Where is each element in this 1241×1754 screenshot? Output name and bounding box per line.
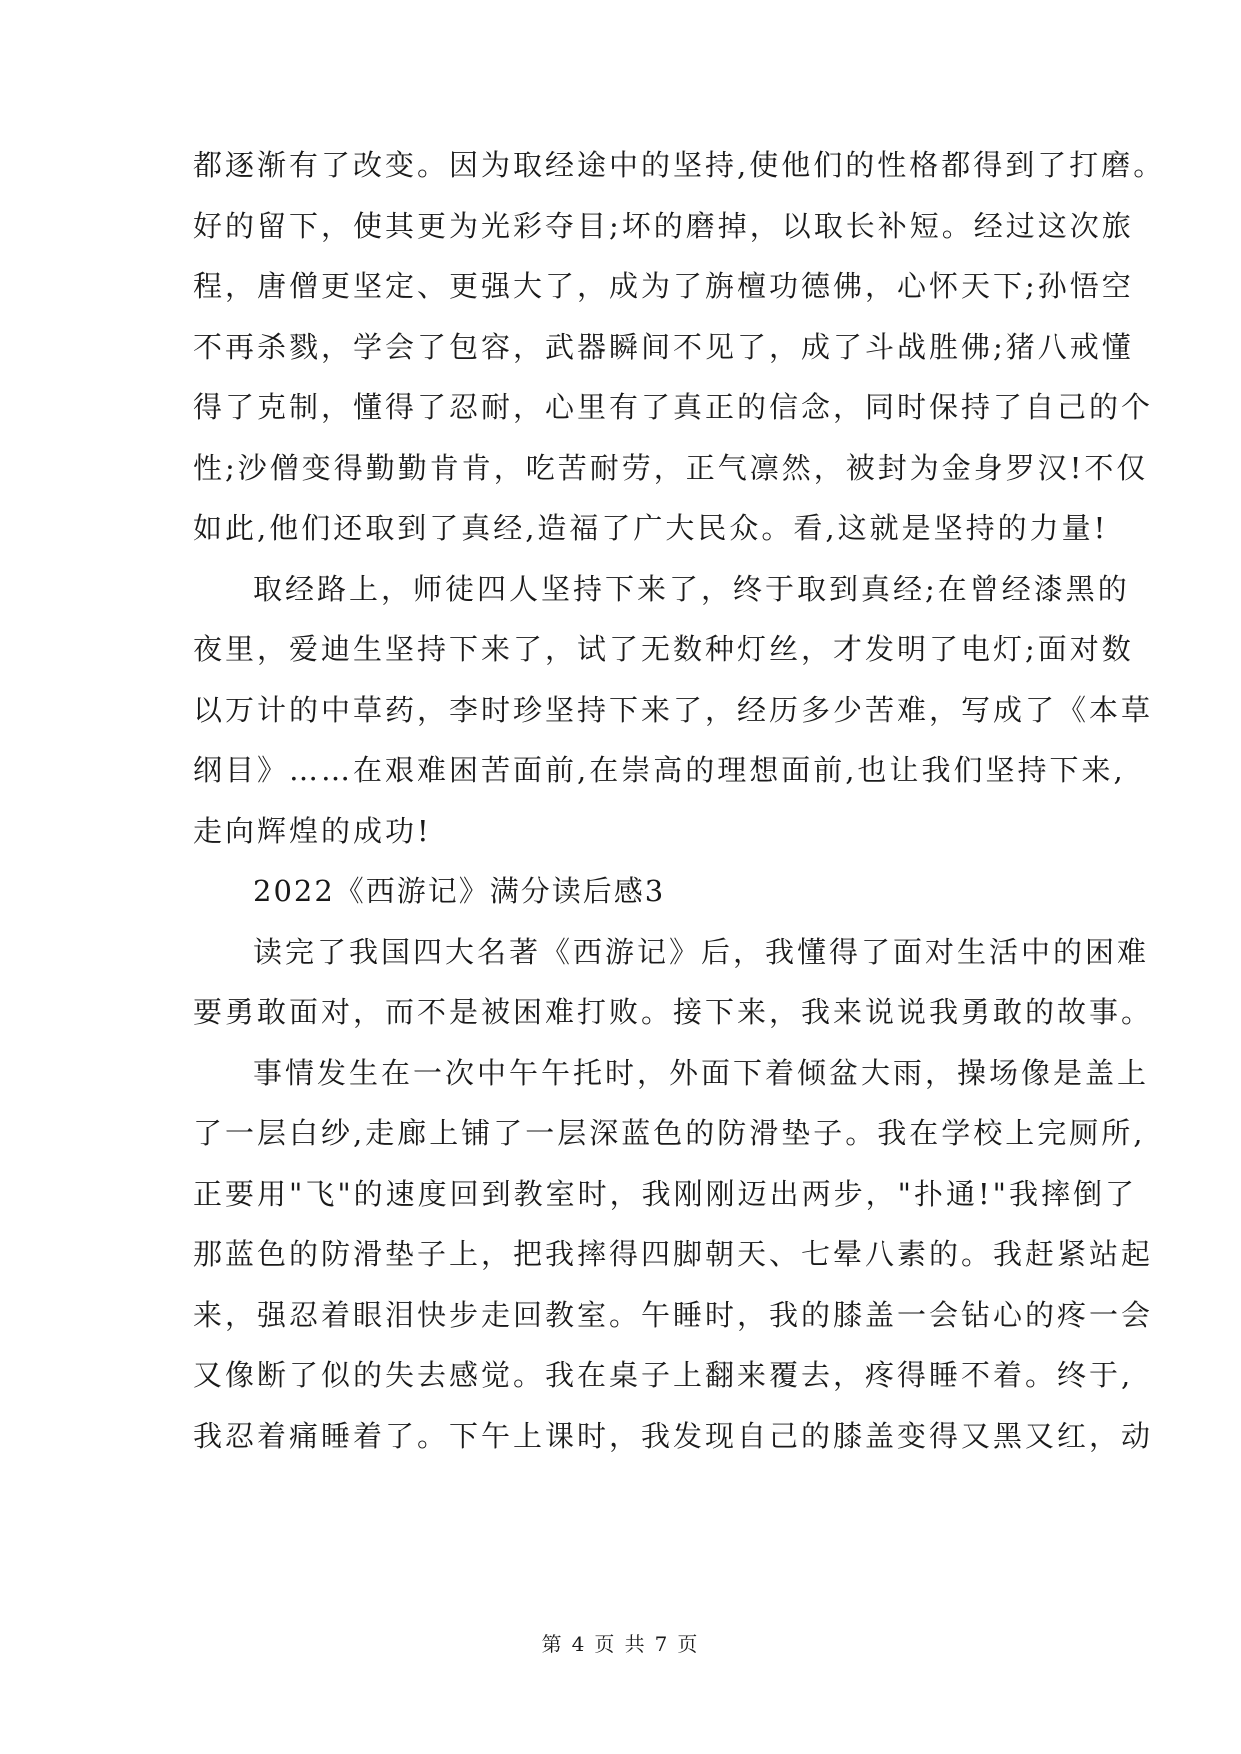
text-line: 来，强忍着眼泪快步走回教室。午睡时，我的膝盖一会钻心的疼一会 <box>193 1297 1154 1332</box>
document-body <box>193 135 1166 1466</box>
text-line: 好的留下，使其更为光彩夺目;坏的磨掉，以取长补短。经过这次旅 <box>193 208 1134 243</box>
paragraph <box>193 922 1154 1043</box>
text-line: 不再杀戮，学会了包容，武器瞬间不见了，成了斗战胜佛;猪八戒懂 <box>193 329 1134 364</box>
text-line: 我忍着痛睡着了。下午上课时，我发现自己的膝盖变得又黑又红，动 <box>193 1418 1154 1453</box>
text-line: 程，唐僧更坚定、更强大了，成为了旃檀功德佛，心怀天下;孙悟空 <box>193 269 1134 303</box>
text-line: 又像断了似的失去感觉。我在桌子上翻来覆去，疼得睡不着。终于, <box>193 1358 1134 1392</box>
section-heading: 2022《西游记》满分读后感3 <box>253 874 666 908</box>
text-line: 如此,他们还取到了真经,造福了广大民众。看,这就是坚持的力量! <box>193 511 1109 545</box>
footer-suffix: 页 <box>677 1632 700 1656</box>
text-line: 那蓝色的防滑垫子上，把我摔得四脚朝天、七晕八素的。我赶紧站起 <box>193 1237 1154 1271</box>
text-line: 读完了我国四大名著《西游记》后，我懂得了面对生活中的困难 <box>253 934 1150 969</box>
footer-prefix: 第 <box>541 1632 564 1656</box>
text-line: 都逐渐有了改变。因为取经途中的坚持,使他们的性格都得到了打磨。 <box>193 148 1166 182</box>
text-line: 夜里，爱迪生坚持下来了，试了无数种灯丝，才发明了电灯;面对数 <box>193 632 1134 666</box>
page-number-footer <box>0 1628 1241 1657</box>
paragraph <box>193 135 1166 559</box>
current-page-number: 4 <box>571 1632 587 1656</box>
footer-mid: 页 共 <box>594 1632 647 1656</box>
text-line: 正要用"飞"的速度回到教室时，我刚刚迈出两步，"扑通!"我摔倒了 <box>193 1176 1138 1211</box>
text-line: 得了克制，懂得了忍耐，心里有了真正的信念，同时保持了自己的个 <box>193 390 1154 424</box>
text-line: 性;沙僧变得勤勤肯肯，吃苦耐劳，正气凛然，被封为金身罗汉!不仅 <box>193 450 1149 485</box>
text-line: 了一层白纱,走廊上铺了一层深蓝色的防滑垫子。我在学校上完厕所, <box>193 1116 1146 1150</box>
paragraph <box>193 559 1154 862</box>
text-line: 要勇敢面对，而不是被困难打败。接下来，我来说说我勇敢的故事。 <box>193 995 1154 1029</box>
text-line: 事情发生在一次中午午托时，外面下着倾盆大雨，操场像是盖上 <box>253 1055 1150 1090</box>
paragraph <box>193 1043 1154 1467</box>
total-page-number: 7 <box>654 1632 670 1656</box>
text-line: 纲目》……在艰难困苦面前,在崇高的理想面前,也让我们坚持下来, <box>193 753 1126 787</box>
text-line: 以万计的中草药，李时珍坚持下来了，经历多少苦难，写成了《本草 <box>193 692 1154 727</box>
text-line: 走向辉煌的成功! <box>193 813 432 848</box>
text-line: 取经路上，师徒四人坚持下来了，终于取到真经;在曾经漆黑的 <box>253 571 1130 606</box>
